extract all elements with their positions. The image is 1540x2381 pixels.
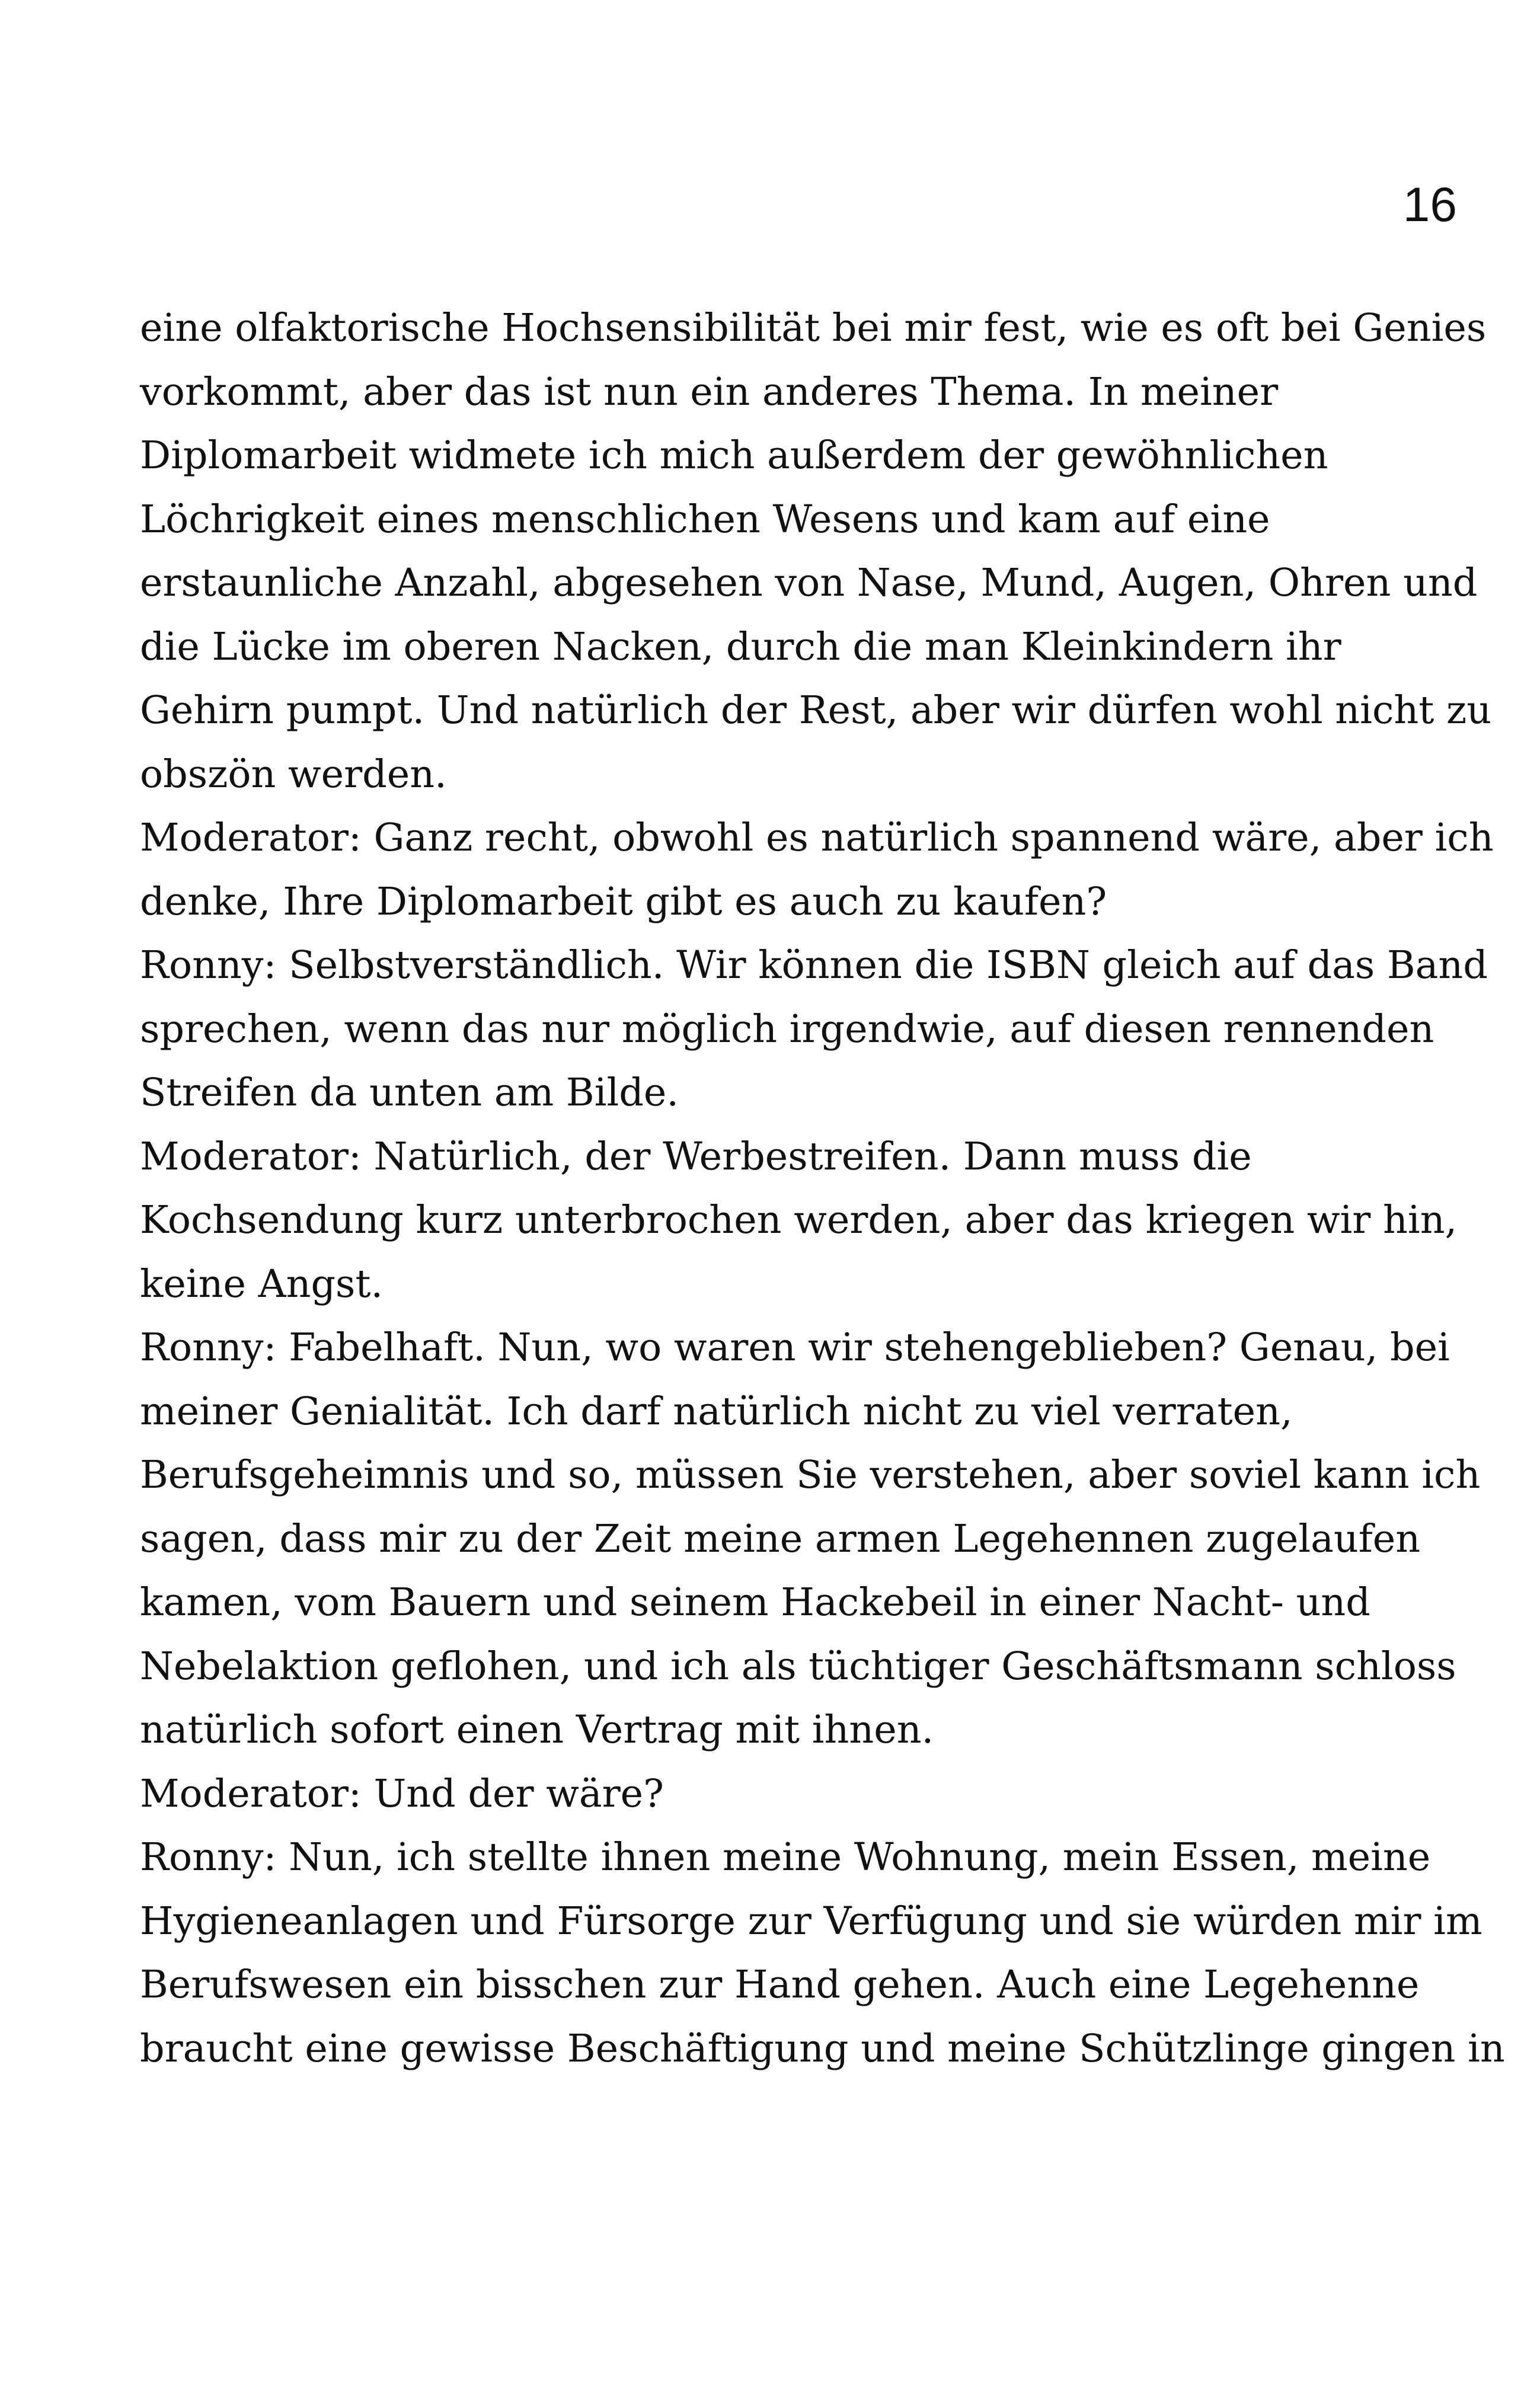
text-line: Ronny: Nun, ich stellte ihnen meine Wohnung, mein Essen, meine xyxy=(140,1835,1431,1880)
text-line: Kochsendung kurz unterbrochen werden, aber das kriegen wir hin, xyxy=(140,1198,1458,1242)
text-line: Berufsgeheimnis und so, müssen Sie verstehen, aber soviel kann ich xyxy=(140,1453,1481,1497)
text-line: sprechen, wenn das nur möglich irgendwie, auf diesen rennenden xyxy=(140,1006,1434,1052)
text-line: braucht eine gewisse Beschäftigung und meine Schützlinge gingen in xyxy=(140,2026,1505,2071)
text-line: Ronny: Fabelhaft. Nun, wo waren wir stehengeblieben? Genau, bei xyxy=(140,1325,1450,1370)
text-line: Hygieneanlagen und Fürsorge zur Verfügung und sie würden mir im xyxy=(140,1899,1483,1944)
text-line: erstaunliche Anzahl, abgesehen von Nase, Mund, Augen, Ohren und xyxy=(140,561,1478,605)
text-line: Streifen da unten am Bilde. xyxy=(140,1070,679,1115)
text-line: kamen, vom Bauern und seinem Hackebeil in einer Nacht- und xyxy=(140,1580,1370,1625)
text-line: Ronny: Selbstverständlich. Wir können die ISBN gleich auf das Band xyxy=(140,943,1488,987)
text-line: vorkommt, aber das ist nun ein anderes Thema. In meiner xyxy=(140,369,1279,414)
text-line: eine olfaktorische Hochsensibilität bei mir fest, wie es oft bei Genies xyxy=(140,306,1487,350)
text-line: Moderator: Und der wäre? xyxy=(140,1771,664,1816)
text-line: Diplomarbeit widmete ich mich außerdem der gewöhnlichen xyxy=(140,433,1328,478)
text-line: denke, Ihre Diplomarbeit gibt es auch zu kaufen? xyxy=(140,879,1107,924)
text-line: natürlich sofort einen Vertrag mit ihnen. xyxy=(140,1708,934,1752)
text-line: Moderator: Ganz recht, obwohl es natürlich spannend wäre, aber ich xyxy=(140,816,1494,860)
text-line: Moderator: Natürlich, der Werbestreifen. Dann muss die xyxy=(140,1134,1252,1179)
text-line: meiner Genialität. Ich darf natürlich nicht zu viel verraten, xyxy=(140,1389,1293,1434)
text-line: Berufswesen ein bisschen zur Hand gehen. Auch eine Legehenne xyxy=(140,1963,1420,2007)
text-line: Nebelaktion geflohen, und ich als tüchtiger Geschäftsmann schloss xyxy=(140,1644,1456,1689)
text-line: keine Angst. xyxy=(140,1261,384,1306)
text-line: Gehirn pumpt. Und natürlich der Rest, aber wir dürfen wohl nicht zu xyxy=(140,688,1492,733)
text-line: obszön werden. xyxy=(140,752,447,797)
text-line: die Lücke im oberen Nacken, durch die man Kleinkindern ihr xyxy=(140,624,1341,669)
page-number: 16 xyxy=(1402,178,1457,232)
body-text xyxy=(140,296,1505,2080)
text-line: Löchrigkeit eines menschlichen Wesens und kam auf eine xyxy=(140,497,1270,542)
text-line: sagen, dass mir zu der Zeit meine armen Legehennen zugelaufen xyxy=(140,1516,1421,1561)
